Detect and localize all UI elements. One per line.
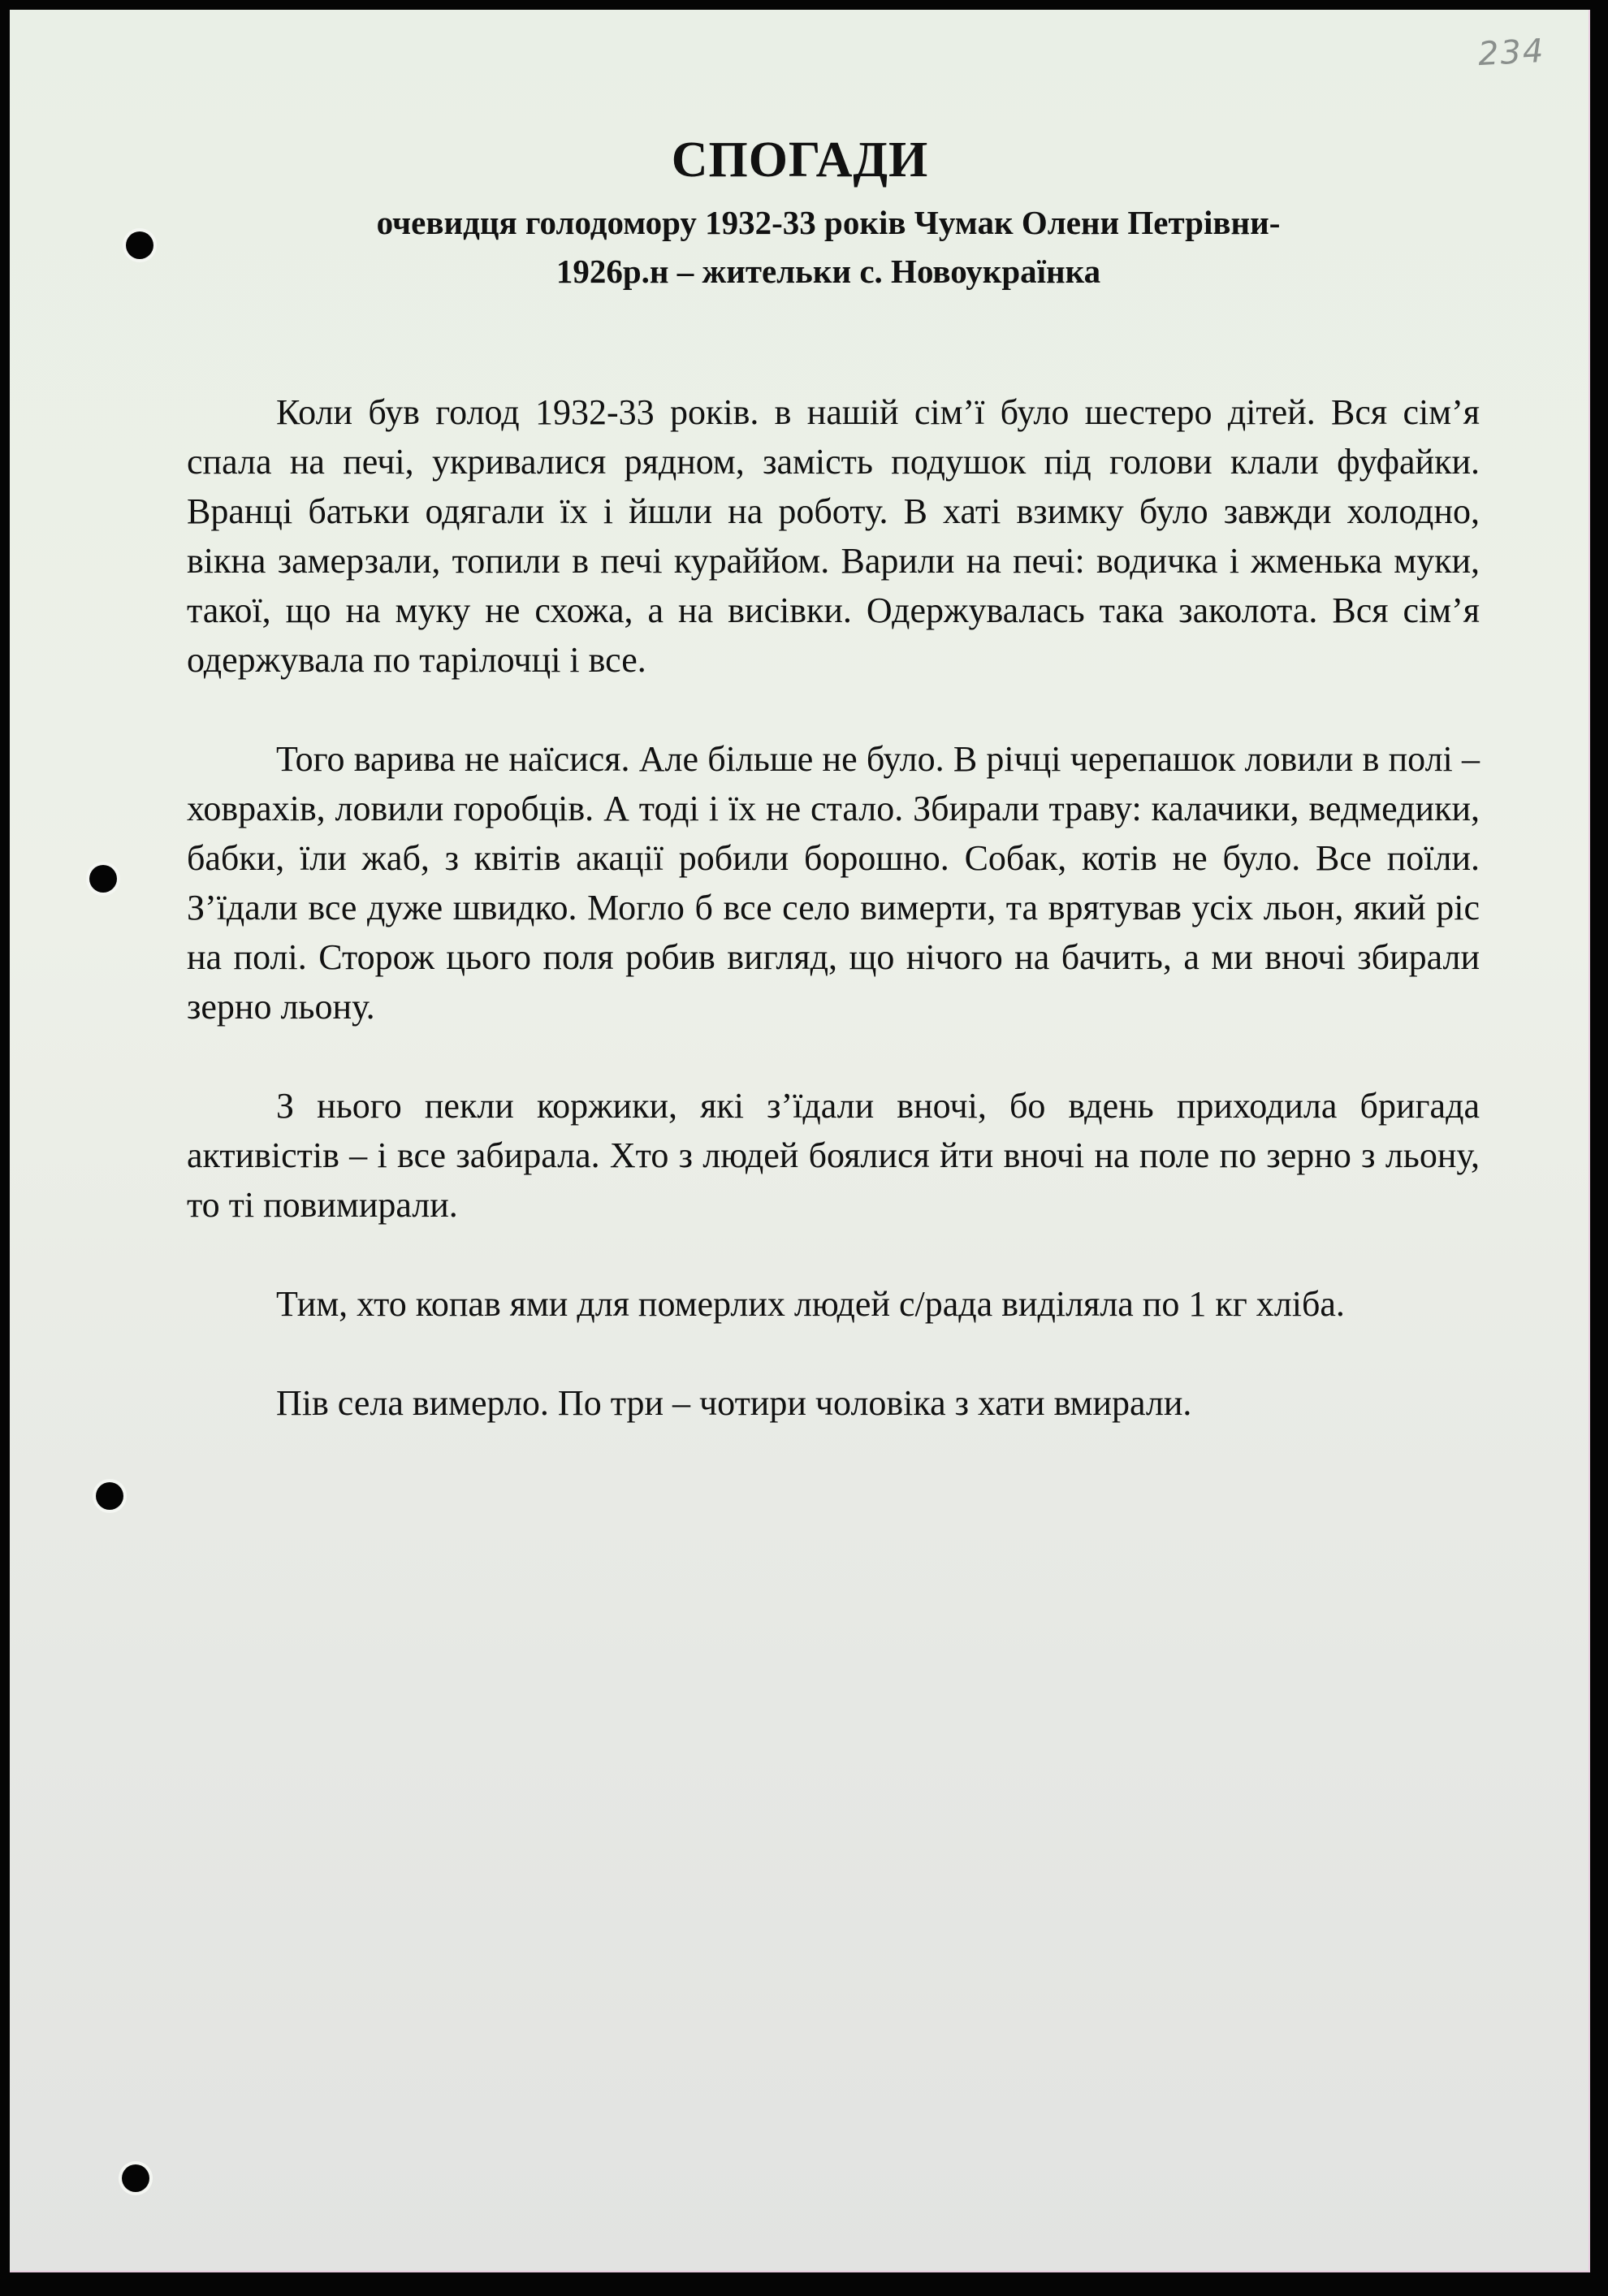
document-page	[10, 10, 1590, 2272]
paragraph: Того варива не наїсися. Але більше не було. В річці черепашок ловили в полі – ховрахів, ловили горобців. А тоді і їх не стало. Збирали траву: калачики, ведмедики, бабки, їли жаб, з квітів акації робили борошно. Собак, котів не було. Все поїли. З’їдали все дуже швидко. Могло б все село вимерти, та врятував усіх льон, який ріс на полі. Сторож цього поля робив вигляд, що нічого на бачить, а ми вночі збирали зерно льону.	[187, 739, 1480, 1027]
punch-hole-icon	[126, 231, 153, 259]
punch-hole-icon	[89, 865, 117, 893]
document-body	[187, 387, 1480, 1428]
paragraph: Коли був голод 1932-33 років. в нашій сім’ї було шестеро дітей. Вся сім’я спала на печі, укривалися рядном, замість подушок під голови клали фуфайки. Вранці батьки одягали їх і йшли на роботу. В хаті взимку було завжди холодно, вікна замерзали, топили в печі кураййом. Варили на печі: водичка і жменька муки, такої, що на муку не схожа, а на висівки. Одержувалась така заколота. Вся сім’я одержувала по тарілочці і все.	[187, 392, 1480, 680]
document-title: СПОГАДИ	[671, 132, 929, 188]
punch-hole-icon	[96, 1482, 123, 1510]
paragraph: Пів села вимерло. По три – чотири чоловіка з хати вмирали.	[276, 1383, 1192, 1423]
document-subtitle	[187, 198, 1470, 296]
subtitle-line: 1926р.н – жительки с. Новоукраїнка	[555, 253, 1101, 290]
paragraph: Тим, хто копав ями для померлих людей с/рада виділяла по 1 кг хліба.	[276, 1284, 1345, 1324]
punch-hole-icon	[122, 2164, 149, 2192]
handwritten-page-number: 234	[1476, 32, 1546, 74]
paragraph: З нього пекли коржики, які з’їдали вночі, бо вдень приходила бригада активістів – і все забирала. Хто з людей боялися йти вночі на поле по зерно з льону, то ті повимирали.	[187, 1086, 1480, 1225]
subtitle-line: очевидця голодомору 1932-33 років Чумак Олени Петрівни-	[376, 204, 1281, 241]
